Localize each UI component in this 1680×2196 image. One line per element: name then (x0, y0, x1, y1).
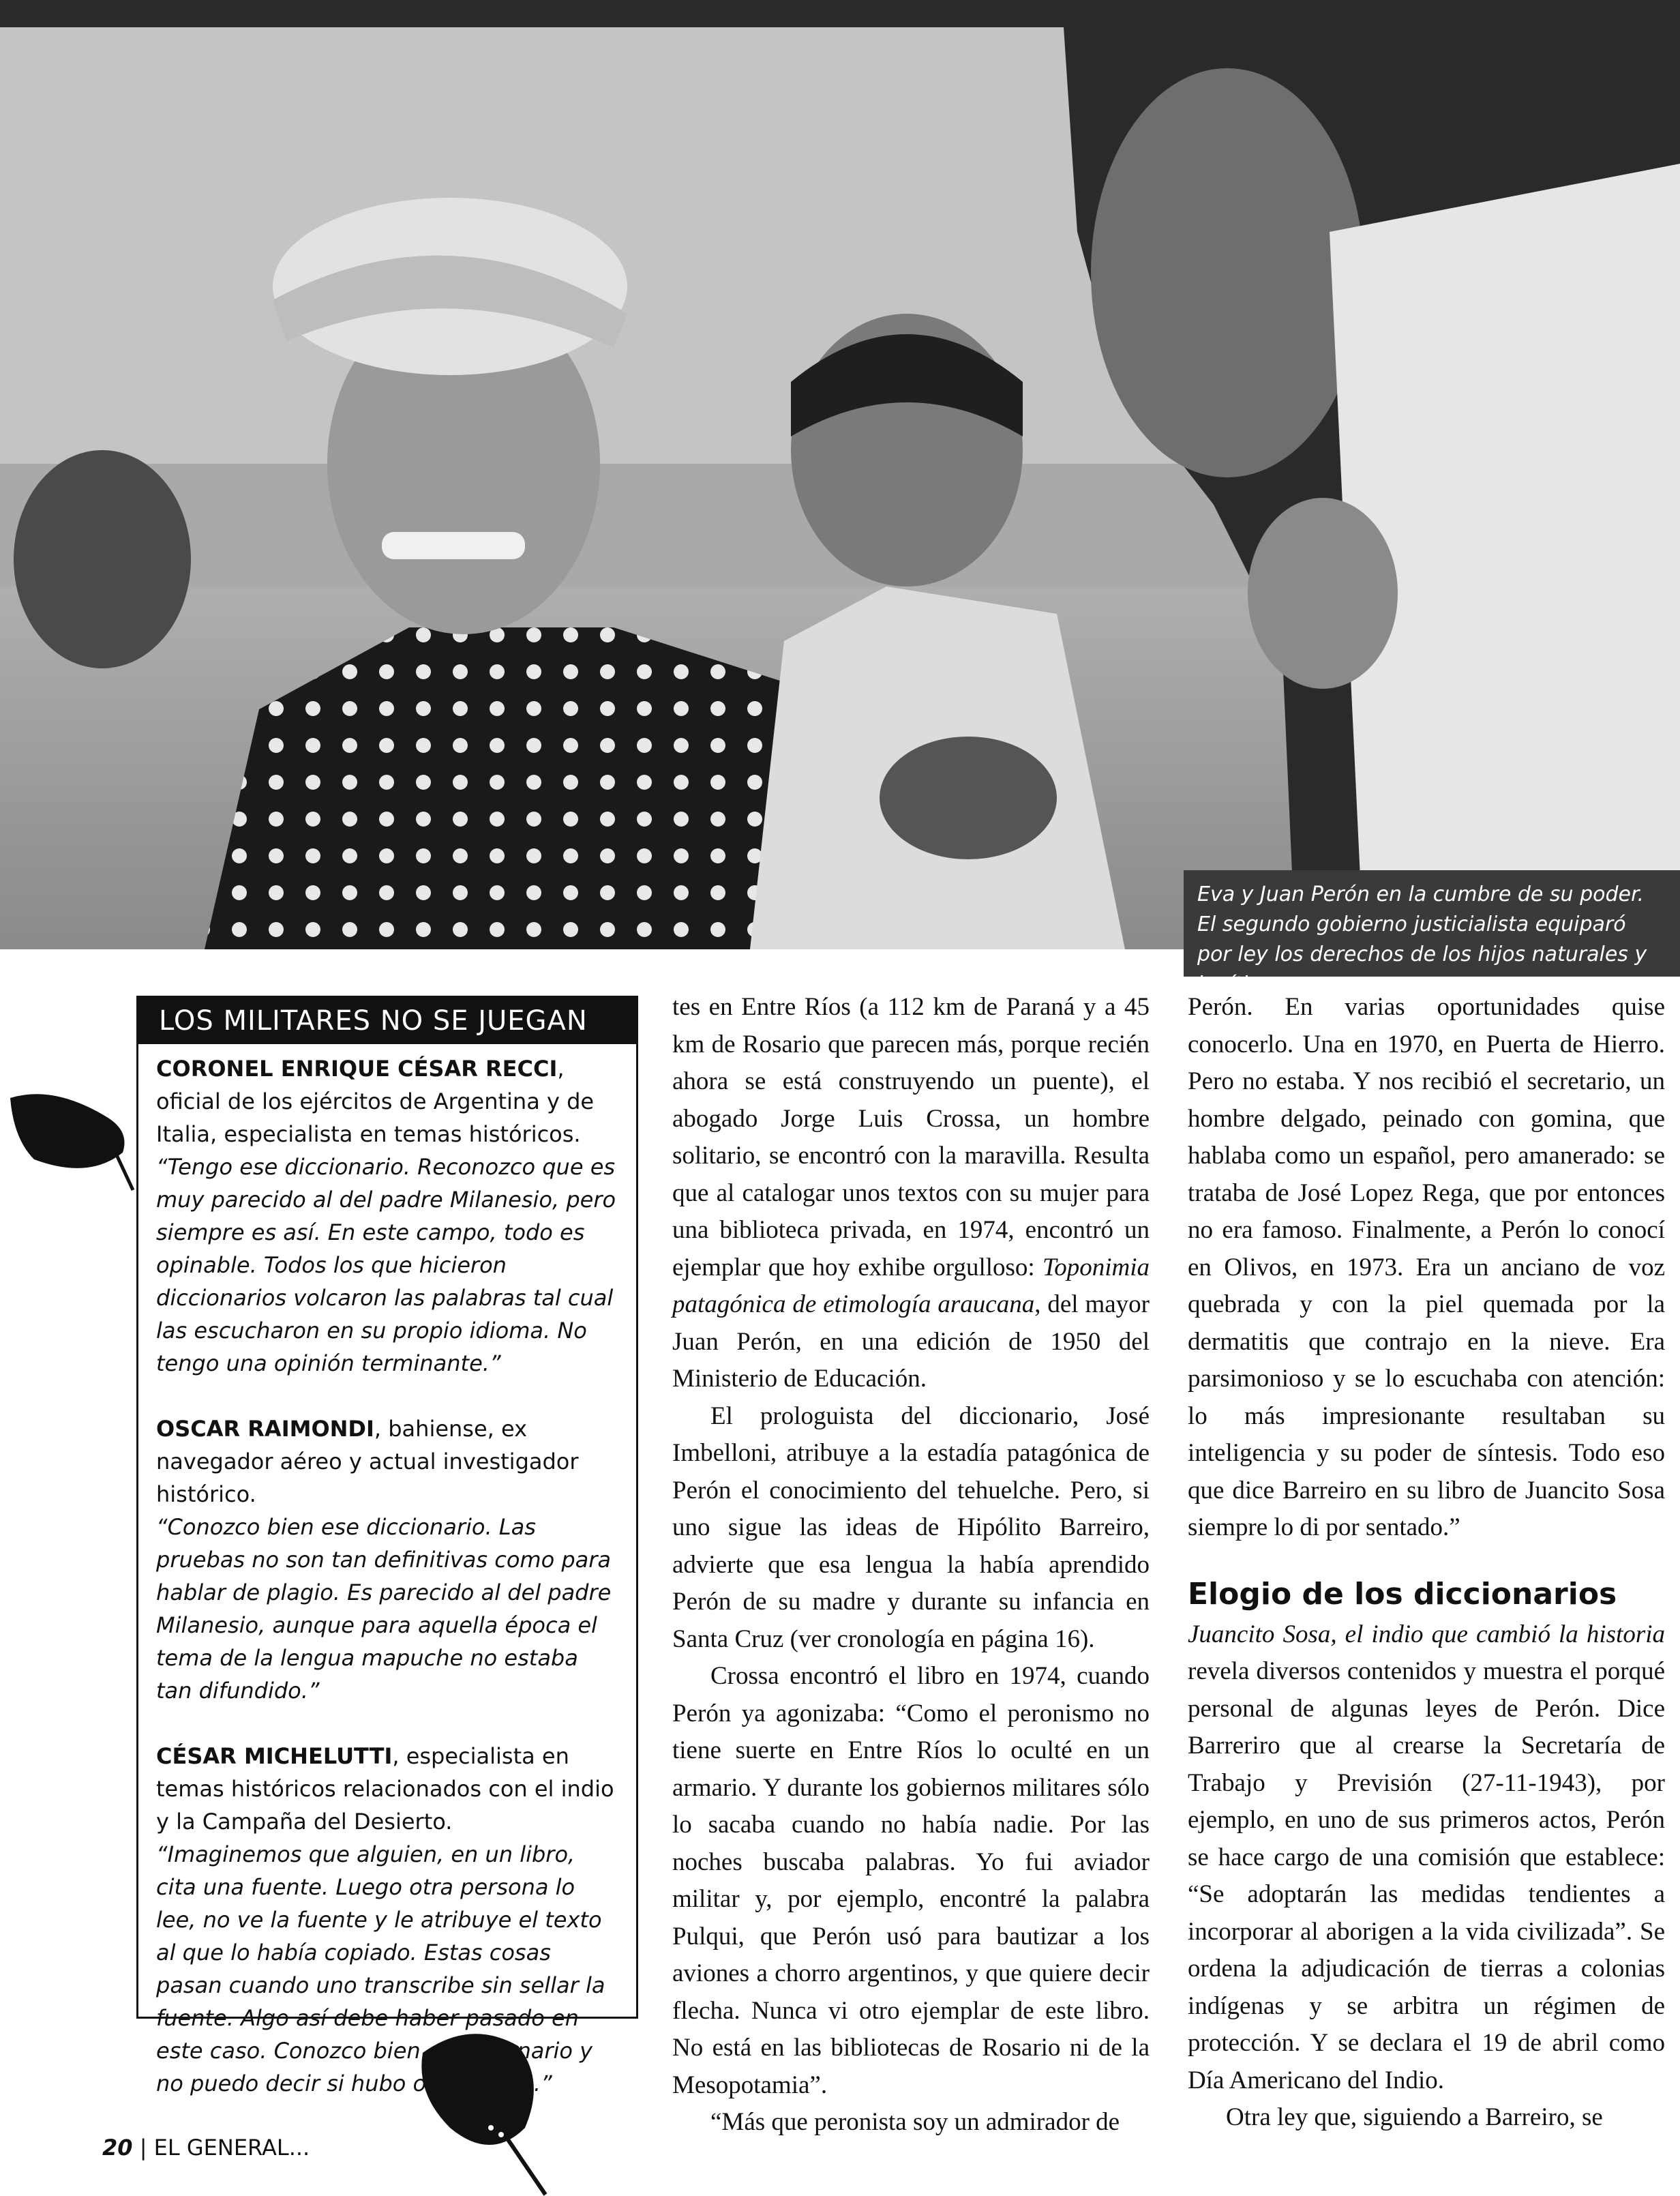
entry-desc: , especialista en temas históricos relacionados con el indio y la Campaña del Desierto. (156, 1743, 614, 1835)
sidebar-body (156, 1052, 620, 2133)
photograph-eva-juan-peron-icon (0, 27, 1680, 949)
entry-desc: , bahiense, ex navegador aéreo y actual investigador histórico. (156, 1416, 579, 1507)
entry-quote: “Conozco bien ese diccionario. Las pruebas no son tan definitivas como para hablar de plagio. Es parecido al del padre Milanesio, aunque para aquella época el tema de la lengua mapuche no estaba tan difundido.” (156, 1514, 612, 1704)
article-column-2 (1188, 989, 1665, 2137)
entry-name: OSCAR RAIMONDI (156, 1416, 374, 1442)
paragraph (1188, 1616, 1665, 2100)
photo-caption: Eva y Juan Perón en la cumbre de su poder. El segundo gobierno justicialista equiparó por ley los derechos de los hijos naturales y legítimos. (1184, 870, 1680, 977)
subheading: Elogio de los diccionarios (1188, 1576, 1617, 1612)
paragraph: El prologuista del diccionario, José Imbelloni, atribuye a la estadía patagónica de Perón el conocimiento del tehuelche. Pero, si uno sigue las ideas de Hipólito Barreiro, advierte que esa lengua la había aprendido Perón de su madre y durante su infancia en Santa Cruz (ver cronología en página 16). (672, 1401, 1150, 1653)
paragraph: Perón. En varias oportunidades quise conocerlo. Una en 1970, en Puerta de Hierro. Pero no estaba. Y nos recibió el secretario, un hombre delgado, peinado con gomina, que hablaba como un español, pero amanerado: se trataba de José Lopez Rega, que por entonces no era famoso. Finalmente, a Perón lo conocí en Olivos, en 1973. Era un anciano de voz quebrada y con la piel quemada por la dermatitis que contrajo en la nieve. Era parsimonioso y se lo escuchaba con atención: lo más impresionante resultaban su inteligencia y su poder de síntesis. Todo eso que dice Barreiro en su libro de Juancito Sosa siempre lo di por sentado.” (1188, 993, 1665, 1541)
paragraph: “Más que peronista soy un admirador de (710, 2108, 1120, 2136)
lead-photo (0, 27, 1680, 996)
book-title: Juancito Sosa, el indio que cambió la historia (1188, 1620, 1665, 1648)
sidebar-entry (156, 1412, 620, 1707)
article-column-1 (672, 989, 1150, 2141)
page-folio: 20 | EL GENERAL... (102, 2135, 310, 2161)
paragraph-text: , del mayor Juan Perón, en una edición de 1950 del Ministerio de Educación. (672, 1290, 1150, 1393)
entry-name: CÉSAR MICHELUTTI (156, 1743, 393, 1769)
section-name: EL GENERAL... (153, 2135, 310, 2161)
sidebar-entry (156, 1052, 620, 1380)
sidebar-box (136, 996, 638, 2096)
feather-icon (7, 1078, 136, 1193)
entry-quote: “Imaginemos que alguien, en un libro, cita una fuente. Luego otra persona lo lee, no ve la fuente y le atribuye el texto al que lo había copiado. Estas cosas pasan cuando uno transcribe sin sellar la fuente. Algo así debe haber pasado en este caso. Conozco bien el diccionario y no puedo decir si hubo o no plagio.” (156, 1841, 605, 2096)
page-number: 20 (102, 2135, 133, 2161)
top-rule (0, 0, 1680, 27)
paragraph-text: tes en Entre Ríos (a 112 km de Paraná y a 45 km de Rosario que parecen más, porque recién ahora se está construyendo un puente), el abogado Jorge Luis Crossa, un hombre solitario, se encontró con la maravilla. Resulta que al catalogar unos textos con su mujer para una biblioteca privada, en 1974, encontró un ejemplar que hoy exhibe orgulloso: (672, 993, 1150, 1281)
paragraph: Crossa encontró el libro en 1974, cuando Perón ya agonizaba: “Como el peronismo no tiene suerte en Entre Ríos lo oculté en un armario. Y durante los gobiernos militares sólo lo sacaba cuando no había nadie. Por las noches buscaba palabras. Yo fui aviador militar y, por ejemplo, encontré la palabra Pulqui, que Perón usó para bautizar a los aviones a chorro argentinos, y que quiere decir flecha. Nunca vi otro ejemplar de este libro. No está en las bibliotecas de Rosario ni de la Mesopotamia”. (672, 1662, 1150, 2099)
entry-desc: , oficial de los ejércitos de Argentina y de Italia, especialista en temas históricos. (156, 1056, 595, 1147)
sidebar-heading: LOS MILITARES NO SE JUEGAN (138, 998, 636, 1044)
paragraph (672, 989, 1150, 1398)
entry-quote: “Tengo ese diccionario. Reconozco que es muy parecido al del padre Milanesio, pero siempre es así. En este campo, todo es opinable. Todos los que hicieron diccionarios volcaron las palabras tal cual las escucharon en su propio idioma. No tengo una opinión terminante.” (156, 1154, 616, 1376)
sidebar-entry (156, 1740, 620, 2100)
paragraph: Otra ley que, siguiendo a Barreiro, se (1226, 2103, 1603, 2131)
entry-name: CORONEL ENRIQUE CÉSAR RECCI (156, 1056, 558, 1082)
paragraph-text: revela diversos contenidos y muestra el porqué personal de algunas leyes de Perón. Dice Barreriro que al crearse la Secretaría de Trabajo y Previsión (27-11-1943), por ejemplo, en uno de sus primeros actos, Perón se hace cargo de una comisión que establece: “Se adoptarán las medidas tendientes a incorporar al aborigen a la vida civilizada”. Se ordena la adjudicación de tierras a colonias indígenas y se arbitra un régimen de protección. Y se declara el 19 de abril como Día Americano del Indio. (1188, 1657, 1665, 2094)
book-title: Toponimia patagónica de etimología araucana (672, 1253, 1150, 1318)
